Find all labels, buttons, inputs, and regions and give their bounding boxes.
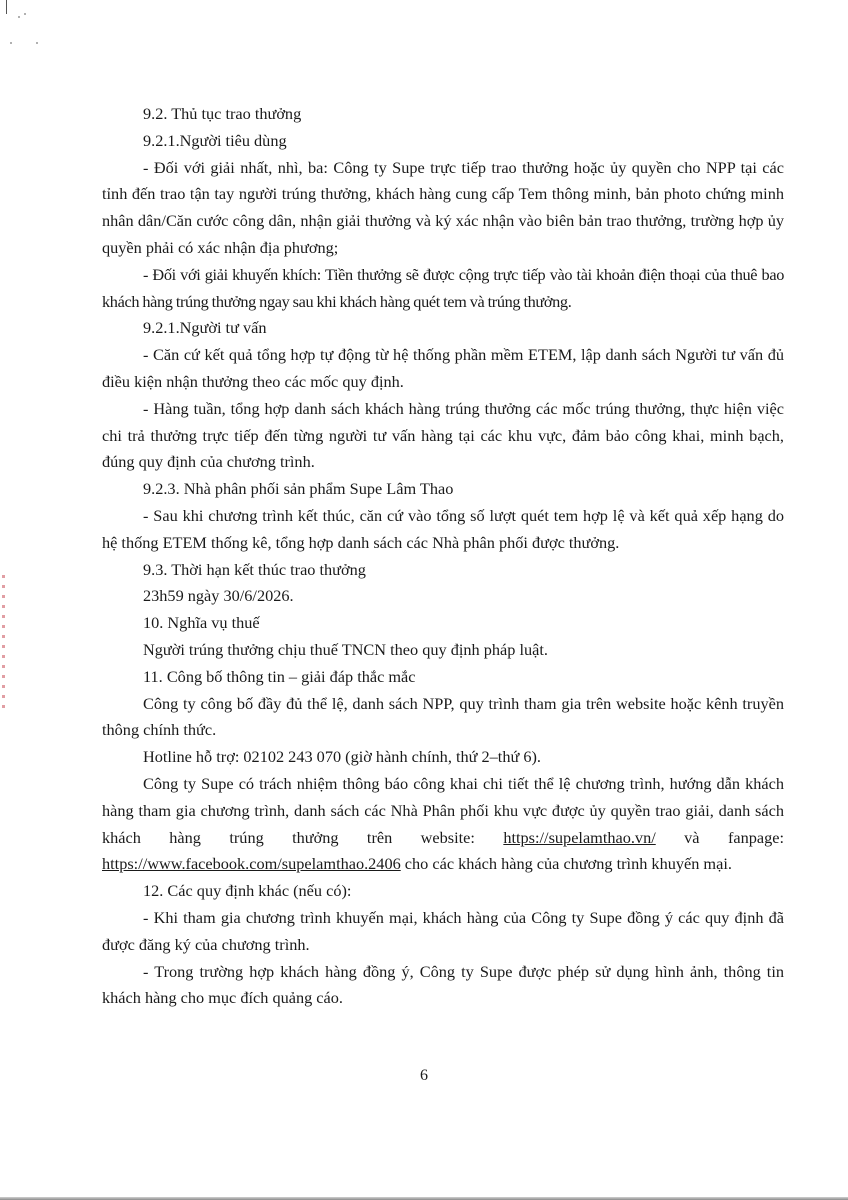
- paragraph-deadline: 23h59 ngày 30/6/2026.: [143, 586, 294, 606]
- paragraph-hotline: Hotline hỗ trợ: 02102 243 070 (giờ hành chính, thứ 2–thứ 6).: [143, 747, 541, 767]
- website-link[interactable]: https://supelamthao.vn/: [503, 827, 656, 847]
- fanpage-link[interactable]: https://www.facebook.com/supelamthao.2406: [102, 854, 401, 874]
- scan-artifact-dot: [36, 42, 38, 44]
- paragraph-distributor-ranking: - Sau khi chương trình kết thúc, căn cứ vào tổng số lượt quét tem hợp lệ và kết quả xếp hạng do hệ thống ETEM thống kê, tổng hợp danh sách các Nhà phân phối được thưởng.: [102, 505, 784, 552]
- scan-artifact-dot: [10, 42, 12, 44]
- scan-artifact-dot: [24, 13, 26, 15]
- paragraph-publication: Công ty công bố đầy đủ thể lệ, danh sách NPP, quy trình tham gia trên website hoặc kênh truyền thông chính thức.: [102, 693, 784, 740]
- paragraph-announcement: [102, 771, 784, 878]
- section-heading-9-3: 9.3. Thời hạn kết thúc trao thưởng: [143, 559, 366, 579]
- section-heading-11: 11. Công bố thông tin – giải đáp thắc mắc: [143, 666, 416, 686]
- stamp-bleed-mark: [2, 575, 5, 715]
- subsection-heading-consumer: 9.2.1.Người tiêu dùng: [143, 130, 287, 150]
- paragraph-image-usage: - Trong trường hợp khách hàng đồng ý, Công ty Supe được phép sử dụng hình ảnh, thông tin khách hàng cho mục đích quảng cáo.: [102, 961, 784, 1008]
- section-heading-10: 10. Nghĩa vụ thuế: [143, 613, 260, 633]
- paragraph-tax: Người trúng thưởng chịu thuế TNCN theo quy định pháp luật.: [143, 639, 548, 659]
- announcement-text-b: và fanpage:: [655, 827, 784, 847]
- paragraph-consolation-prizes: - Đối với giải khuyến khích: Tiền thưởng sẽ được cộng trực tiếp vào tài khoản điện thoại của thuê bao khách hàng trúng thưởng ngay sau khi khách hàng quét tem và trúng thưởng.: [102, 264, 784, 311]
- subsection-heading-distributor: 9.2.3. Nhà phân phối sản phẩm Supe Lâm Thao: [143, 479, 454, 499]
- paragraph-weekly-payout: - Hàng tuần, tổng hợp danh sách khách hàng trúng thưởng các mốc trúng thưởng, thực hiện việc chi trả thưởng trực tiếp đến từng người tư vấn hàng tại các khu vực, đảm bảo công khai, minh bạch, đúng quy định của chương trình.: [102, 398, 784, 472]
- paragraph-first-prizes: - Đối với giải nhất, nhì, ba: Công ty Supe trực tiếp trao thưởng hoặc ủy quyền cho NPP tại các tỉnh đến trao tận tay người trúng thưởng, khách hàng cung cấp Tem thông minh, bản photo chứng minh nhân dân/Căn cước công dân, nhận giải thưởng và ký xác nhận vào biên bản trao thưởng, trường hợp ủy quyền phải có xác nhận địa phương;: [102, 157, 784, 257]
- announcement-text-a: Công ty Supe có trách nhiệm thông báo công khai chi tiết thể lệ chương trình, hướng dẫn khách hàng tham gia chương trình, danh sách các Nhà Phân phối khu vực được ủy quyền trao giải, danh sách khách hàng trúng thưởng trên website:: [102, 773, 784, 847]
- scan-artifact-line: [6, 0, 7, 14]
- paragraph-advisor-list: - Căn cứ kết quả tổng hợp tự động từ hệ thống phần mềm ETEM, lập danh sách Người tư vấn đủ điều kiện nhận thưởng theo các mốc quy định.: [102, 345, 784, 391]
- section-heading-9-2: 9.2. Thủ tục trao thưởng: [143, 104, 302, 123]
- scan-artifact-dot: [18, 16, 20, 18]
- paragraph-consent-rules: - Khi tham gia chương trình khuyến mại, khách hàng của Công ty Supe đồng ý các quy định đã được đăng ký của chương trình.: [102, 907, 784, 954]
- subsection-heading-advisor: 9.2.1.Người tư vấn: [143, 318, 267, 338]
- page-number: 6: [420, 1067, 428, 1084]
- announcement-text-c: cho các khách hàng của chương trình khuyến mại.: [400, 854, 732, 874]
- document-body: [102, 101, 784, 1012]
- section-heading-12: 12. Các quy định khác (nếu có):: [143, 881, 352, 901]
